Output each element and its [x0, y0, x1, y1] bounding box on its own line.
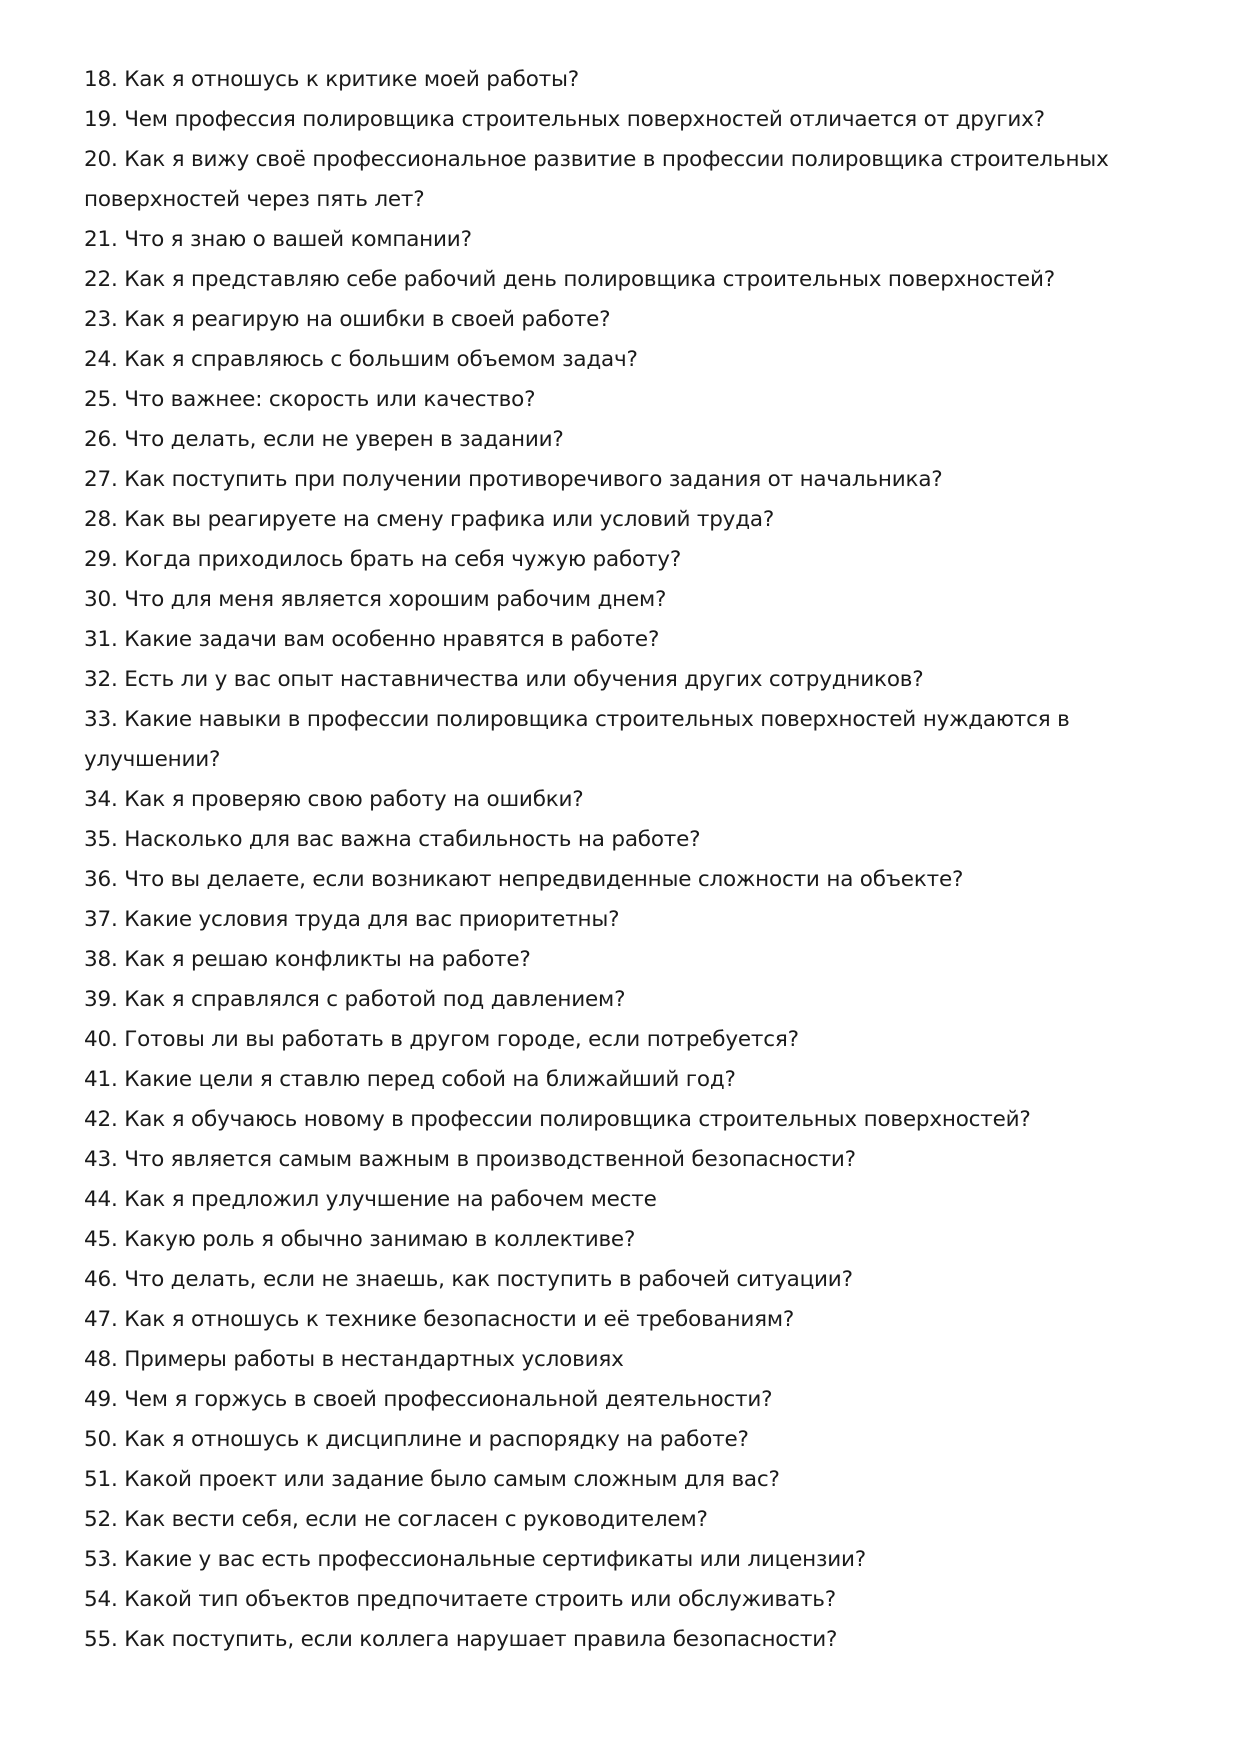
list-item: 21. Что я знаю о вашей компании?: [84, 227, 472, 252]
list-item: 30. Что для меня является хорошим рабочим днем?: [84, 587, 667, 612]
list-item: 33. Какие навыки в профессии полировщика строительных поверхностей нуждаются в улучшении?: [84, 707, 1070, 772]
list-item: 50. Как я отношусь к дисциплине и распорядку на работе?: [84, 1427, 749, 1452]
list-item: 54. Какой тип объектов предпочитаете строить или обслуживать?: [84, 1587, 836, 1612]
list-item: 55. Как поступить, если коллега нарушает правила безопасности?: [84, 1627, 838, 1652]
list-item: 42. Как я обучаюсь новому в профессии полировщика строительных поверхностей?: [84, 1107, 1031, 1132]
list-item: 35. Насколько для вас важна стабильность на работе?: [84, 827, 701, 852]
list-item: 47. Как я отношусь к технике безопасности и её требованиям?: [84, 1307, 795, 1332]
list-item: 40. Готовы ли вы работать в другом городе, если потребуется?: [84, 1027, 799, 1052]
list-item: 27. Как поступить при получении противоречивого задания от начальника?: [84, 467, 943, 492]
list-item: 34. Как я проверяю свою работу на ошибки?: [84, 787, 584, 812]
list-item: 20. Как я вижу своё профессиональное развитие в профессии полировщика строительных поверхностей через пять лет?: [84, 147, 1109, 212]
list-item: 32. Есть ли у вас опыт наставничества или обучения других сотрудников?: [84, 667, 924, 692]
question-list: [84, 60, 1164, 1660]
list-item: 39. Как я справлялся с работой под давлением?: [84, 987, 626, 1012]
list-item: 24. Как я справляюсь с большим объемом задач?: [84, 347, 638, 372]
list-item: 37. Какие условия труда для вас приоритетны?: [84, 907, 620, 932]
list-item: 48. Примеры работы в нестандартных условиях: [84, 1347, 624, 1372]
list-item: 49. Чем я горжусь в своей профессиональной деятельности?: [84, 1387, 773, 1412]
list-item: 41. Какие цели я ставлю перед собой на ближайший год?: [84, 1067, 736, 1092]
list-item: 28. Как вы реагируете на смену графика или условий труда?: [84, 507, 775, 532]
list-item: 29. Когда приходилось брать на себя чужую работу?: [84, 547, 682, 572]
list-item: 22. Как я представляю себе рабочий день полировщика строительных поверхностей?: [84, 267, 1055, 292]
list-item: 51. Какой проект или задание было самым сложным для вас?: [84, 1467, 780, 1492]
list-item: 26. Что делать, если не уверен в задании?: [84, 427, 564, 452]
list-item: 45. Какую роль я обычно занимаю в коллективе?: [84, 1227, 636, 1252]
list-item: 23. Как я реагирую на ошибки в своей работе?: [84, 307, 611, 332]
list-item: 18. Как я отношусь к критике моей работы?: [84, 67, 579, 92]
list-item: 36. Что вы делаете, если возникают непредвиденные сложности на объекте?: [84, 867, 964, 892]
list-item: 19. Чем профессия полировщика строительных поверхностей отличается от других?: [84, 107, 1045, 132]
list-item: 43. Что является самым важным в производственной безопасности?: [84, 1147, 856, 1172]
list-item: 46. Что делать, если не знаешь, как поступить в рабочей ситуации?: [84, 1267, 853, 1292]
list-item: 31. Какие задачи вам особенно нравятся в работе?: [84, 627, 660, 652]
list-item: 53. Какие у вас есть профессиональные сертификаты или лицензии?: [84, 1547, 866, 1572]
list-item: 38. Как я решаю конфликты на работе?: [84, 947, 531, 972]
list-item: 25. Что важнее: скорость или качество?: [84, 387, 536, 412]
list-item: 52. Как вести себя, если не согласен с руководителем?: [84, 1507, 708, 1532]
list-item: 44. Как я предложил улучшение на рабочем месте: [84, 1187, 657, 1212]
